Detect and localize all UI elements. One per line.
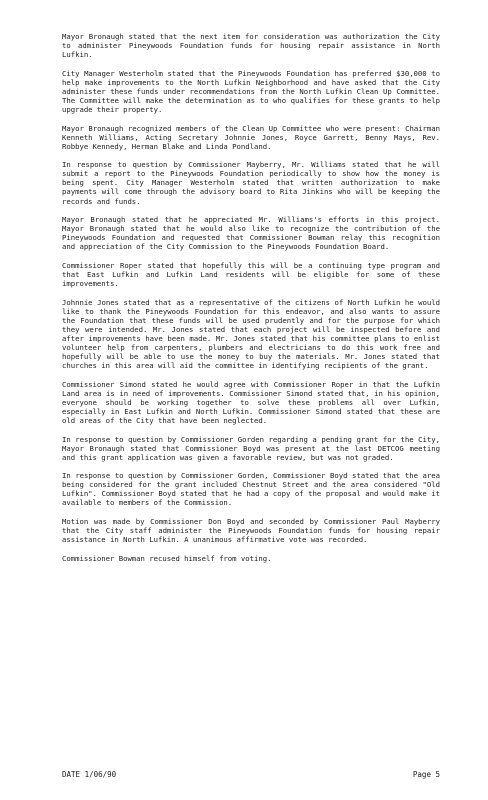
page-footer <box>62 770 440 779</box>
paragraph-committee-members: Mayor Bronaugh recognized members of the Clean Up Committee who were present: Chairman Kenneth Williams, Acting Secretary Johnnie Jones, Royce Garrett, Benny Mays, Rev. Robbye Kennedy, Herman Blake and Linda Pondland. <box>62 123 440 151</box>
paragraph-recusal: Commissioner Bowman recused himself from voting. <box>62 553 272 563</box>
paragraph-gorden-grant: In response to question by Commissioner Gorden regarding a pending grant for the City, Mayor Bronaugh stated that Commissioner Boyd was present at the last DETCOG meeting and this grant application was given a favorable review, but was not graded. <box>62 434 440 462</box>
footer-page-number: Page 5 <box>412 770 440 779</box>
paragraph-motion: Motion was made by Commissioner Don Boyd and seconded by Commissioner Paul Mayberry that the City staff administer the Pineywoods Foundation funds for housing repair assistance in North Lufkin. A unanimous affirmative vote was recorded. <box>62 516 440 545</box>
paragraph-roper: Commissioner Roper stated that hopefully this will be a continuing type program and that East Lufkin and Lufkin Land residents will be eligible for some of these improvements. <box>62 260 440 289</box>
paragraph-city-manager: City Manager Westerholm stated that the Pineywoods Foundation has preferred $30,000 to help make improvements to the North Lufkin Neighborhood and have asked that the City administer these funds under recommendations from the North Lufkin Clean Up Committee. The Committee will make the determination as to who qualifies for these grants to help upgrade their property. <box>62 68 440 115</box>
paragraph-agenda-item: Mayor Bronaugh stated that the next item for consideration was authorization the City to administer Pineywoods Foundation funds for housing repair assistance in North Lufkin. <box>62 32 440 60</box>
paragraph-simond: Commissioner Simond stated he would agree with Commissioner Roper in that the Lufkin Land area is in need of improvements. Commissioner Simond stated that, in his opinion, everyone should be working together to solve these problems all over Lufkin, especially in East Lufkin and North Lufkin. Commissioner Simond stated that these are old areas of the City that have been neglected. <box>62 379 440 426</box>
paragraph-boyd-area: In response to question by Commissioner Gorden, Commissioner Boyd stated that the area being considered for the grant included Chestnut Street and the area considered "Old Lufkin". Commissioner Boyd stated that he had a copy of the proposal and would make it available to members of the Commission. <box>62 471 440 508</box>
paragraph-mayor-appreciation: Mayor Bronaugh stated that he appreciated Mr. Williams's efforts in this project. Mayor Bronaugh stated that he would also like to recognize the contribution of the Pineywoods Foundation and requested that Commissioner Bowman relay this recognition and appreciation of the City Commission to the Pineywoods Foundation Board. <box>62 215 440 252</box>
minutes-body <box>62 32 440 572</box>
footer-date: DATE 1/06/90 <box>62 770 117 779</box>
paragraph-mayberry-question: In response to question by Commissioner Mayberry, Mr. Williams stated that he will submit a report to the Pineywoods Foundation periodically to show how the money is being spent. City Manager Westerholm stated that written authorization to make payments will come through the advisory board to Rita Jinkins who will be keeping the records and funds. <box>62 160 440 206</box>
paragraph-johnnie-jones: Johnnie Jones stated that as a representative of the citizens of North Lufkin he would like to thank the Pineywoods Foundation for this endeavor, and also wants to assure the Foundation that these funds will be used prudently and for the purpose for which they were intended. Mr. Jones stated that each project will be inspected before and after improvements have been made. Mr. Jones stated that his committee plans to enlist volunteer help from carpenters, plumbers and electricians to do this work free and hopefully will be able to use the money to buy the materials. Mr. Jones stated that churches in this area will aid the committee in identifying recipients of the grant. <box>62 297 440 371</box>
